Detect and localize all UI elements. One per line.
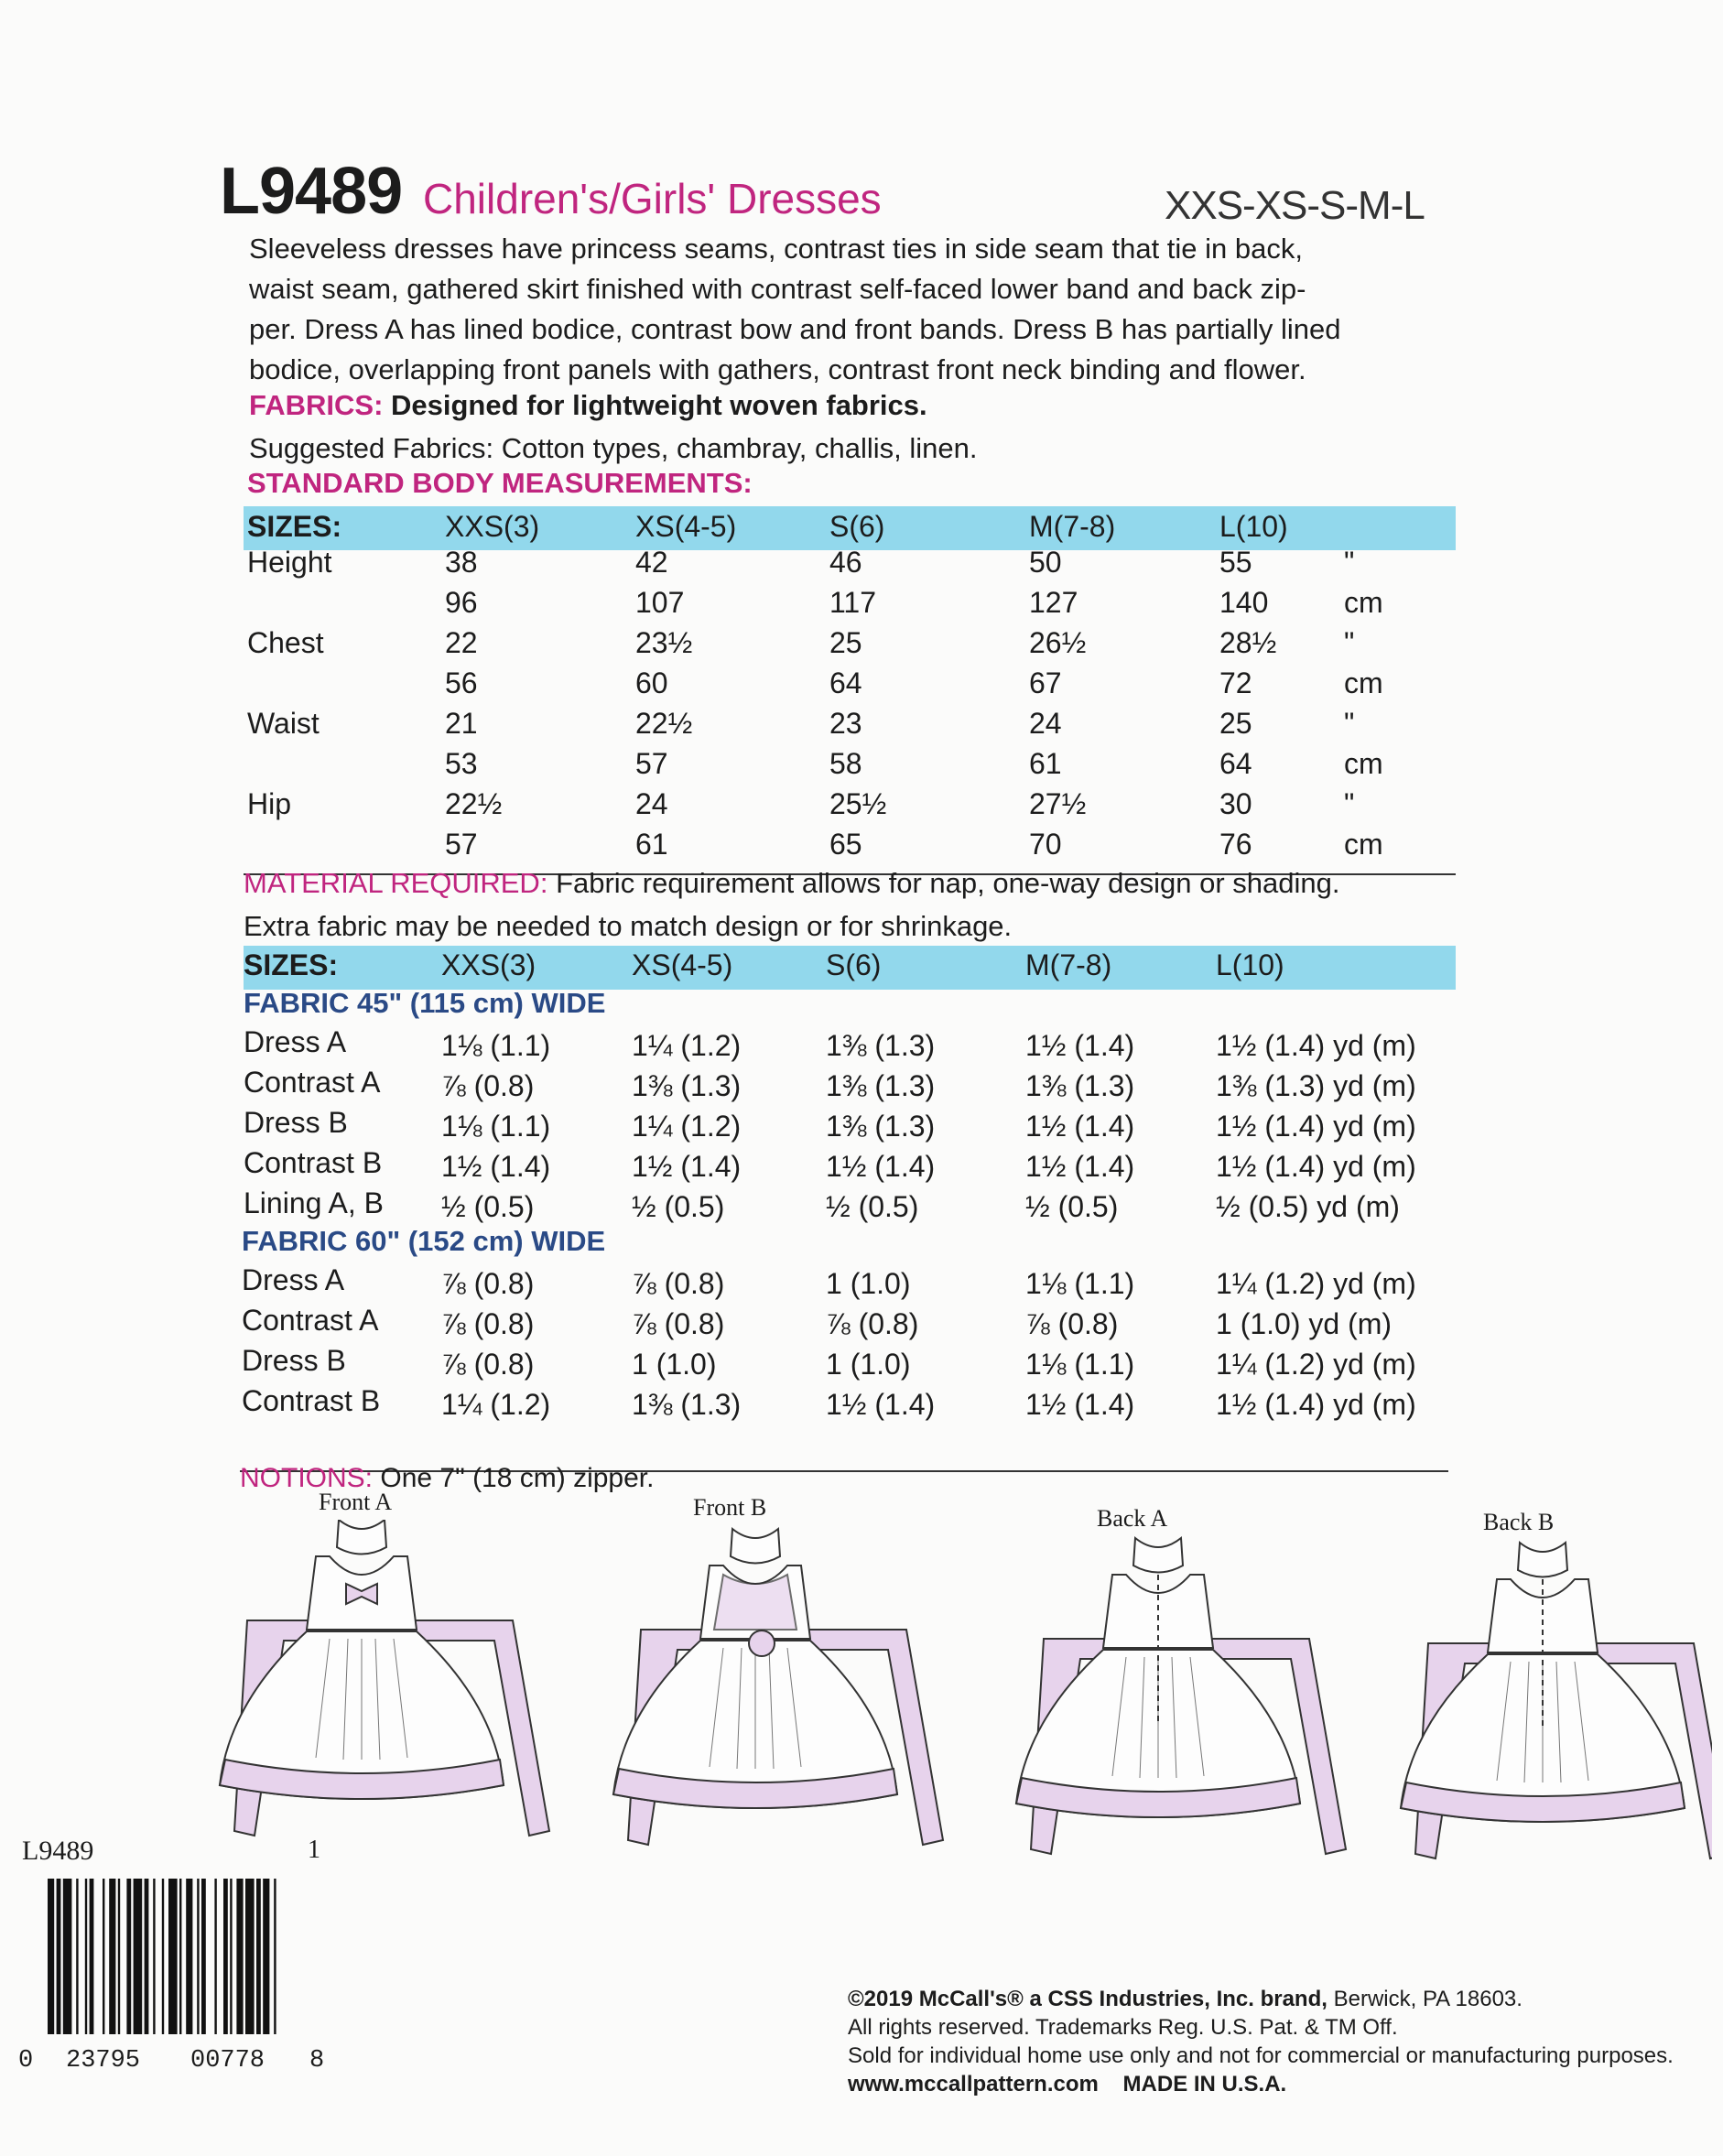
measurement-value: 117	[829, 586, 877, 619]
sizes-label: SIZES:	[247, 510, 342, 543]
measurement-value: 107	[635, 586, 685, 619]
fabric-yardage: 1¼ (1.2) yd (m)	[1216, 1348, 1416, 1381]
barcode-digit-prefix: 0	[18, 2047, 34, 2075]
fabric-yardage: 1⅜ (1.3)	[826, 1069, 936, 1102]
front-a-dress	[220, 1520, 549, 1836]
fabric-yardage: ½ (0.5)	[826, 1190, 919, 1223]
fabric-45-heading: FABRIC 45" (115 cm) WIDE	[244, 987, 606, 1019]
barcode-digit-check: 8	[309, 2047, 325, 2075]
material-required-label: MATERIAL REQUIRED:	[244, 867, 548, 899]
measurement-value: 58	[829, 747, 862, 780]
notions-label: NOTIONS:	[240, 1463, 374, 1493]
fabric-yardage: 1½ (1.4)	[1025, 1110, 1135, 1143]
fabric-yardage: ⅞ (0.8)	[441, 1348, 535, 1381]
measurement-unit: "	[1344, 707, 1355, 740]
measurement-value: 57	[635, 747, 668, 780]
material-required-note: Extra fabric may be needed to match design or for shrinkage.	[244, 910, 1013, 942]
view-label-front-b: Front B	[693, 1494, 767, 1521]
copyright-brand: ©2019 McCall's® a CSS Industries, Inc. brand,	[848, 1987, 1327, 2011]
barcode-bar	[245, 1879, 255, 2034]
measurement-value: 46	[829, 546, 862, 579]
pattern-number: L9489	[220, 155, 403, 228]
barcode-bar	[162, 1879, 164, 2034]
fabric-yardage: 1⅜ (1.3)	[632, 1388, 742, 1421]
front-b-dress	[613, 1529, 943, 1845]
notions-value: One 7" (18 cm) zipper.	[380, 1463, 655, 1493]
page-number: 1	[308, 1836, 320, 1864]
copyright-block	[848, 1985, 1674, 2098]
measurement-unit: "	[1344, 626, 1355, 659]
measurement-value: 25	[829, 626, 862, 659]
measurement-value: 24	[1029, 707, 1062, 740]
measurement-value: 25½	[829, 787, 887, 820]
fabrics-label: FABRICS:	[249, 389, 384, 421]
material-size-header: XXS(3)	[441, 948, 536, 981]
fabric-yardage: ½ (0.5)	[632, 1190, 725, 1223]
measurement-unit: "	[1344, 546, 1355, 579]
notions-line	[240, 1463, 654, 1494]
measurement-value: 26½	[1029, 626, 1087, 659]
size-column-header: XS(4-5)	[635, 510, 737, 543]
fabric-yardage: 1¼ (1.2) yd (m)	[1216, 1267, 1416, 1300]
fabric-yardage: 1⅛ (1.1)	[1025, 1267, 1135, 1300]
barcode-bar	[201, 1879, 206, 2034]
fabric-yardage: ½ (0.5)	[1025, 1190, 1119, 1223]
fabric-row-label: Dress B	[242, 1344, 346, 1377]
measurement-value: 61	[635, 828, 668, 861]
fabric-row-label: Lining A, B	[244, 1186, 384, 1219]
fabric-row-label: Dress A	[244, 1025, 347, 1058]
pattern-title: Children's/Girls' Dresses	[423, 175, 882, 222]
measurement-value: 55	[1219, 546, 1252, 579]
measurement-value: 57	[445, 828, 478, 861]
fabric-row-label: Contrast A	[242, 1304, 379, 1337]
measurement-row-label: Waist	[247, 707, 320, 740]
barcode-digits-right: 00778	[190, 2047, 265, 2075]
back-a-dress	[1016, 1538, 1346, 1854]
size-column-header: XXS(3)	[445, 510, 540, 543]
view-label-back-b: Back B	[1483, 1509, 1555, 1535]
barcode-bar	[153, 1879, 155, 2034]
barcode-bar	[274, 1879, 276, 2034]
fabric-yardage: ⅞ (0.8)	[826, 1307, 919, 1340]
barcode-bar	[186, 1879, 192, 2034]
fabric-yardage: 1⅜ (1.3)	[826, 1110, 936, 1143]
measurement-value: 50	[1029, 546, 1062, 579]
website-link[interactable]: www.mccallpattern.com	[848, 2072, 1099, 2096]
fabric-yardage: 1½ (1.4)	[826, 1150, 936, 1183]
measurement-unit: cm	[1344, 586, 1383, 619]
description	[249, 229, 1458, 390]
barcode-bar	[63, 1879, 72, 2034]
barcode-bar	[48, 1879, 54, 2034]
fabric-row-label: Dress A	[242, 1263, 345, 1296]
back-b-dress	[1401, 1543, 1712, 1858]
barcode-bar	[223, 1879, 228, 2034]
sold-line: Sold for individual home use only and not for commercial or manufacturing purposes.	[848, 2043, 1674, 2068]
material-size-header: L(10)	[1216, 948, 1284, 981]
fabric-yardage: 1½ (1.4)	[1025, 1029, 1135, 1062]
measurement-value: 76	[1219, 828, 1252, 861]
barcode-bar	[256, 1879, 261, 2034]
measurement-row-label: Hip	[247, 787, 292, 820]
barcode-bar	[57, 1879, 61, 2034]
barcode-bar	[90, 1879, 94, 2034]
fabrics-value: Designed for lightweight woven fabrics.	[391, 389, 927, 421]
barcode-bar	[109, 1879, 115, 2034]
fabric-yardage: 1½ (1.4) yd (m)	[1216, 1150, 1416, 1183]
description-line: bodice, overlapping front panels with gathers, contrast front neck binding and flower.	[249, 353, 1306, 385]
barcode-bar	[179, 1879, 181, 2034]
fabric-yardage: ⅞ (0.8)	[441, 1267, 535, 1300]
measurement-value: 60	[635, 666, 668, 699]
measurement-unit: "	[1344, 787, 1355, 820]
measurement-value: 22½	[445, 787, 503, 820]
barcode-bar	[85, 1879, 87, 2034]
fabric-yardage: 1⅛ (1.1)	[441, 1029, 551, 1062]
measurement-value: 140	[1219, 586, 1269, 619]
fabric-60-heading: FABRIC 60" (152 cm) WIDE	[242, 1225, 606, 1257]
fabric-yardage: 1¼ (1.2)	[632, 1110, 742, 1143]
rights-line: All rights reserved. Trademarks Reg. U.S. Pat. & TM Off.	[848, 2015, 1398, 2040]
body-measurements-heading: STANDARD BODY MEASUREMENTS:	[247, 467, 753, 499]
measurement-value: 65	[829, 828, 862, 861]
measurement-unit: cm	[1344, 828, 1383, 861]
fabric-row-label: Contrast A	[244, 1066, 381, 1099]
material-size-header: M(7-8)	[1025, 948, 1112, 981]
fabric-row-label: Contrast B	[242, 1384, 381, 1417]
fabric-yardage: 1½ (1.4)	[441, 1150, 551, 1183]
measurement-value: 24	[635, 787, 668, 820]
fabric-yardage: 1⅜ (1.3)	[826, 1029, 936, 1062]
size-range: XXS-XS-S-M-L	[1165, 183, 1425, 228]
measurement-value: 61	[1029, 747, 1062, 780]
fabric-yardage: ⅞ (0.8)	[1025, 1307, 1119, 1340]
fabric-yardage: 1½ (1.4) yd (m)	[1216, 1388, 1416, 1421]
fabric-yardage: 1 (1.0)	[826, 1267, 911, 1300]
measurement-value: 38	[445, 546, 478, 579]
barcode-bar	[263, 1879, 269, 2034]
fabric-yardage: 1½ (1.4) yd (m)	[1216, 1110, 1416, 1143]
barcode-bar	[197, 1879, 199, 2034]
measurement-row-label: Height	[247, 546, 332, 579]
fabric-yardage: 1½ (1.4)	[632, 1150, 742, 1183]
fabric-yardage: 1½ (1.4)	[1025, 1150, 1135, 1183]
material-size-header: S(6)	[826, 948, 882, 981]
fabric-yardage: 1⅜ (1.3)	[1025, 1069, 1135, 1102]
barcode-digits-left: 23795	[66, 2047, 141, 2075]
made-in: MADE IN U.S.A.	[1122, 2072, 1287, 2096]
size-column-header: S(6)	[829, 510, 885, 543]
fabric-yardage: 1¼ (1.2)	[632, 1029, 742, 1062]
size-column-header: L(10)	[1219, 510, 1288, 543]
measurement-value: 27½	[1029, 787, 1087, 820]
fabric-yardage: 1½ (1.4)	[1025, 1388, 1135, 1421]
measurement-value: 42	[635, 546, 668, 579]
material-required-text: Fabric requirement allows for nap, one-way design or shading.	[556, 867, 1340, 899]
barcode-bar	[134, 1879, 143, 2034]
measurement-value: 64	[829, 666, 862, 699]
fabric-yardage: 1⅛ (1.1)	[1025, 1348, 1135, 1381]
barcode-bar	[103, 1879, 104, 2034]
fabric-yardage: ⅞ (0.8)	[441, 1069, 535, 1102]
measurement-value: 64	[1219, 747, 1252, 780]
measurement-value: 96	[445, 586, 478, 619]
fabric-yardage: ⅞ (0.8)	[632, 1307, 725, 1340]
measurement-value: 56	[445, 666, 478, 699]
fabric-yardage: 1⅛ (1.1)	[441, 1110, 551, 1143]
fabric-yardage: 1 (1.0)	[632, 1348, 717, 1381]
measurement-value: 30	[1219, 787, 1252, 820]
measurement-value: 28½	[1219, 626, 1277, 659]
measurement-unit: cm	[1344, 666, 1383, 699]
barcode-bar	[76, 1879, 78, 2034]
fabric-yardage: ½ (0.5)	[441, 1190, 535, 1223]
dress-illustrations	[211, 1520, 1712, 1868]
fabric-yardage: 1¼ (1.2)	[441, 1388, 551, 1421]
material-required-line	[244, 867, 1339, 900]
fabric-yardage: 1 (1.0) yd (m)	[1216, 1307, 1392, 1340]
description-line: waist seam, gathered skirt finished with contrast self-faced lower band and back zip-	[249, 273, 1306, 305]
fabric-row-label: Dress B	[244, 1106, 348, 1139]
measurement-value: 127	[1029, 586, 1078, 619]
description-line: Sleeveless dresses have princess seams, contrast ties in side seam that tie in back,	[249, 233, 1303, 265]
fabric-yardage: 1⅜ (1.3)	[632, 1069, 742, 1102]
measurement-value: 23½	[635, 626, 693, 659]
measurement-value: 72	[1219, 666, 1252, 699]
fabrics-line	[249, 389, 927, 422]
barcode-bar	[214, 1879, 216, 2034]
fabric-yardage: ⅞ (0.8)	[632, 1267, 725, 1300]
fabric-row-label: Contrast B	[244, 1146, 383, 1179]
barcode-bar	[145, 1879, 149, 2034]
fabric-yardage: 1½ (1.4)	[826, 1388, 936, 1421]
barcode-bar	[236, 1879, 243, 2034]
fabric-yardage: 1 (1.0)	[826, 1348, 911, 1381]
material-sizes-label: SIZES:	[244, 948, 339, 981]
fabric-yardage: ⅞ (0.8)	[441, 1307, 535, 1340]
view-label-front-a: Front A	[319, 1489, 393, 1515]
suggested-fabrics: Suggested Fabrics: Cotton types, chambray, challis, linen.	[249, 432, 978, 464]
size-column-header: M(7-8)	[1029, 510, 1116, 543]
fabric-yardage: 1⅜ (1.3) yd (m)	[1216, 1069, 1416, 1102]
fabric-yardage: 1½ (1.4) yd (m)	[1216, 1029, 1416, 1062]
barcode-bar	[168, 1879, 178, 2034]
barcode-bar	[118, 1879, 120, 2034]
measurement-row-label: Chest	[247, 626, 324, 659]
barcode-bar	[230, 1879, 232, 2034]
copyright-address: Berwick, PA 18603.	[1333, 1987, 1523, 2011]
measurement-value: 67	[1029, 666, 1062, 699]
footer-pattern-code: L9489	[22, 1836, 94, 1866]
measurement-value: 23	[829, 707, 862, 740]
barcode	[44, 1879, 319, 2043]
view-label-back-a: Back A	[1097, 1505, 1168, 1532]
measurement-value: 25	[1219, 707, 1252, 740]
fabric-yardage: ½ (0.5) yd (m)	[1216, 1190, 1400, 1223]
measurement-value: 53	[445, 747, 478, 780]
measurement-unit: cm	[1344, 747, 1383, 780]
barcode-bar	[126, 1879, 131, 2034]
description-line: per. Dress A has lined bodice, contrast bow and front bands. Dress B has partially lined	[249, 313, 1341, 345]
measurement-value: 21	[445, 707, 478, 740]
measurement-value: 22	[445, 626, 478, 659]
material-size-header: XS(4-5)	[632, 948, 733, 981]
measurement-value: 22½	[635, 707, 693, 740]
measurement-value: 70	[1029, 828, 1062, 861]
